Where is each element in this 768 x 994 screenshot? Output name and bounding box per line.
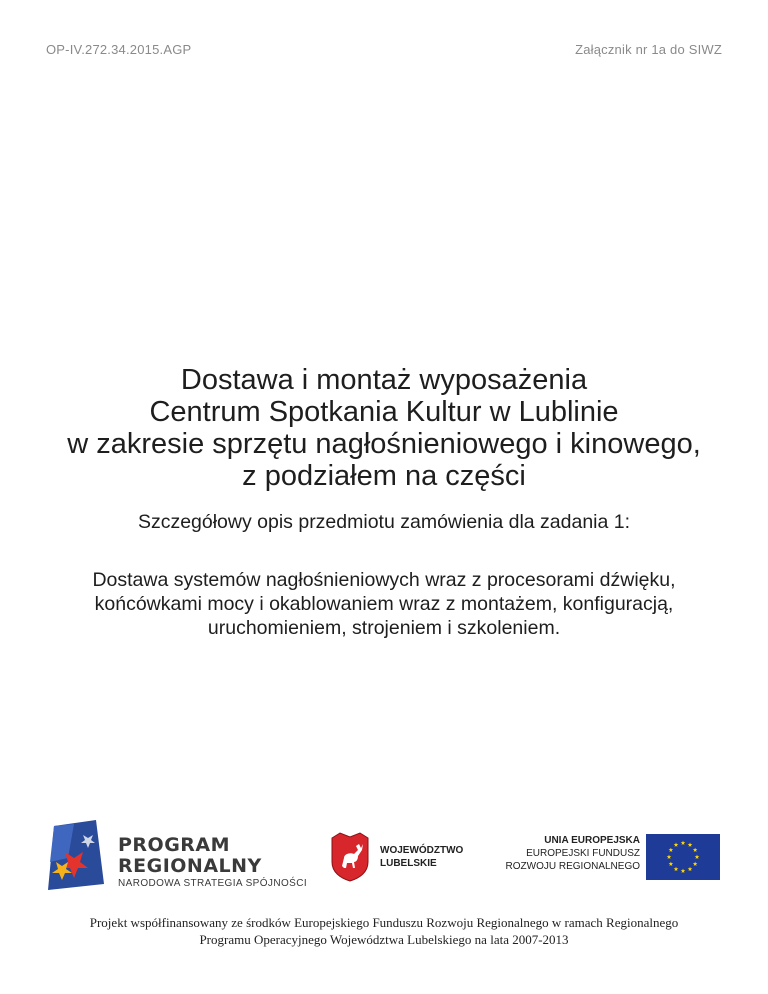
logo-tagline: NARODOWA STRATEGIA SPÓJNOŚCI	[118, 878, 308, 889]
funding-footer	[0, 914, 768, 948]
coat-of-arms-icon	[328, 832, 372, 882]
logo-text: REGIONALNY	[118, 855, 262, 877]
logo-text: WOJEWÓDZTWO	[380, 845, 464, 856]
description-line: Dostawa systemów nagłośnieniowych wraz z procesorami dźwięku,	[92, 569, 676, 591]
document-reference: OP-IV.272.34.2015.AGP	[46, 42, 192, 57]
task-description	[0, 568, 768, 640]
logo-text: EUROPEJSKI FUNDUSZ	[526, 848, 640, 859]
logo-text: UNIA EUROPEJSKA	[544, 835, 640, 846]
description-line: uruchomieniem, strojeniem i szkoleniem.	[207, 617, 561, 639]
description-line: końcówkami mocy i okablowaniem wraz z montażem, konfiguracją,	[94, 593, 674, 615]
eu-fund-text	[496, 834, 640, 873]
title-line: Dostawa i montaż wyposażenia	[180, 364, 588, 396]
footer-line: Programu Operacyjnego Województwa Lubelskiego na lata 2007-2013	[199, 932, 569, 947]
program-regionalny-logo	[44, 818, 308, 893]
unia-europejska-logo	[496, 834, 726, 880]
title-line: Centrum Spotkania Kultur w Lublinie	[149, 396, 619, 428]
title-line: w zakresie sprzętu nagłośnieniowego i kinowego,	[67, 428, 701, 460]
eu-flag-icon	[646, 834, 720, 880]
logo-text: PROGRAM	[118, 834, 231, 856]
logo-text: LUBELSKIE	[380, 858, 437, 869]
title-line: z podziałem na części	[242, 460, 526, 492]
attachment-label: Załącznik nr 1a do SIWZ	[575, 42, 722, 57]
wojewodztwo-lubelskie-logo	[328, 832, 488, 882]
footer-line: Projekt współfinansowany ze środków Europejskiego Funduszu Rozwoju Regionalnego w ramach Regionalnego	[89, 915, 679, 930]
logo-text: ROZWOJU REGIONALNEGO	[505, 861, 640, 872]
document-subtitle: Szczegółowy opis przedmiotu zamówienia dla zadania 1:	[137, 511, 631, 533]
program-regionalny-emblem-icon	[44, 818, 108, 893]
document-title	[0, 364, 768, 492]
